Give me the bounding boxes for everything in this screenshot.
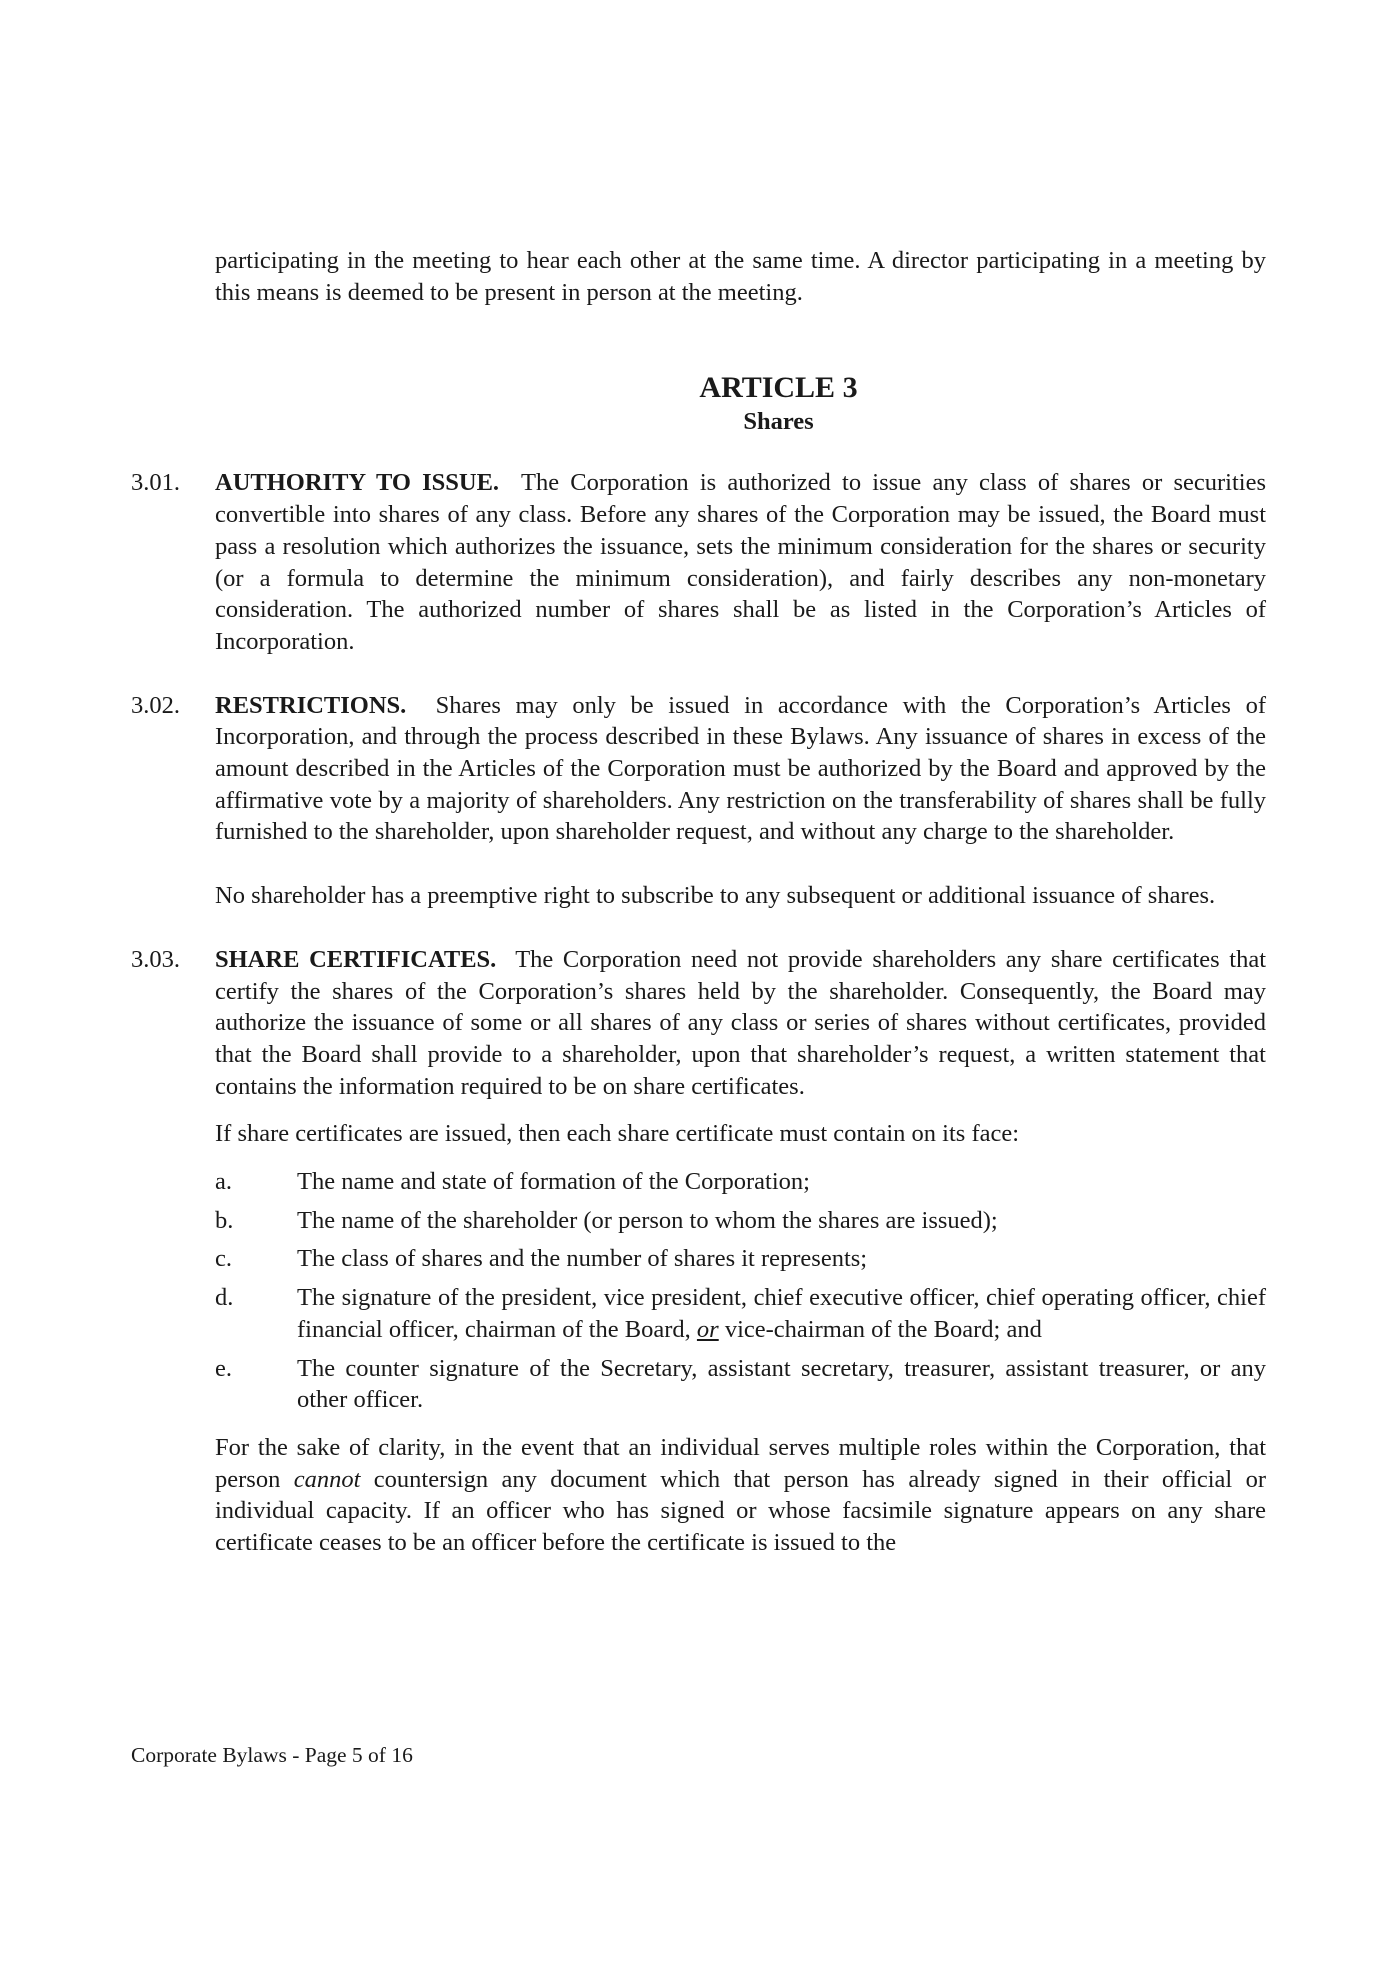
- closing-text-part: For the sake of clarity, in the event that an individual serves multiple roles within the Corporation, that person: [215, 1433, 1266, 1493]
- list-text-part: vice-chairman of the Board; and: [718, 1315, 1042, 1343]
- list-item: [215, 1205, 1266, 1237]
- list-text: The class of shares and the number of shares it represents;: [297, 1245, 868, 1273]
- article-title: ARTICLE 3: [699, 371, 858, 405]
- section-number: 3.02.: [131, 691, 180, 719]
- list-text: The counter signature of the Secretary, assistant secretary, treasurer, assistant treasurer, or any other officer.: [297, 1354, 1266, 1414]
- list-marker: a.: [215, 1168, 232, 1196]
- continuation-paragraph: participating in the meeting to hear each other at the same time. A director participating in a meeting by this means is deemed to be present in person at the meeting.: [215, 247, 1266, 306]
- list-text: [297, 1282, 1266, 1345]
- section-body: [215, 690, 1266, 912]
- list-text: The name and state of formation of the Corporation;: [297, 1168, 810, 1196]
- list-text: The name of the shareholder (or person to whom the shares are issued);: [297, 1206, 998, 1234]
- list-item: [215, 1353, 1266, 1416]
- section-heading: SHARE CERTIFICATES.: [215, 945, 497, 973]
- article-heading: [131, 370, 1266, 437]
- section-number: 3.03.: [131, 945, 180, 973]
- section-paragraph: [215, 944, 1266, 1103]
- section-number: 3.01.: [131, 469, 180, 497]
- list-marker: c.: [215, 1245, 232, 1273]
- section-text: The Corporation need not provide shareholders any share certificates that certify the shares of the Corporation’s shares held by the shareholder. Consequently, the Board may authorize the issuance of some or all shares of any class or series of shares without certificates, provided that the Board shall provide to a shareholder, upon that shareholder’s request, a written statement that contains the information required to be on share certificates.: [215, 945, 1267, 1100]
- page-footer: Corporate Bylaws - Page 5 of 16: [131, 1743, 413, 1767]
- section-heading: RESTRICTIONS.: [215, 691, 407, 719]
- list-marker: e.: [215, 1354, 232, 1382]
- page-content: [131, 245, 1266, 1559]
- section-3-01: [131, 467, 1266, 657]
- emphasized-word: or: [696, 1315, 719, 1343]
- list-intro: If share certificates are issued, then each share certificate must contain on its face:: [215, 1120, 1020, 1148]
- section-text: The Corporation is authorized to issue any class of shares or securities convertible into shares of any class. Before any shares of the Corporation may be issued, the Board must pass a resolution which authorizes the issuance, sets the minimum consideration for the shares or security (or a formula to determine the minimum consideration), and fairly describes any non-monetary consideration. The authorized number of shares shall be as listed in the Corporation’s Articles of Incorporation.: [215, 469, 1266, 655]
- list-item: [215, 1282, 1266, 1345]
- closing-text-part: countersign any document which that person has already signed in their official or individual capacity. If an officer who has signed or whose facsimile signature appears on any share certificate ceases to be an officer before the certificate is issued to the: [215, 1465, 1266, 1557]
- section-heading: AUTHORITY TO ISSUE.: [215, 469, 500, 497]
- section-paragraph-2: No shareholder has a preemptive right to subscribe to any subsequent or additional issuance of shares.: [215, 882, 1216, 910]
- list-text-part: The signature of the president, vice president, chief executive officer, chief operating officer, chief financial officer, chairman of the Board,: [297, 1284, 1266, 1343]
- list-item: [215, 1166, 1266, 1198]
- sections-container: [131, 467, 1266, 1558]
- emphasized-word: cannot: [293, 1465, 361, 1493]
- list-item: [215, 1243, 1266, 1275]
- section-paragraph: [215, 467, 1266, 657]
- closing-paragraph: [215, 1432, 1266, 1559]
- section-text: Shares may only be issued in accordance with the Corporation’s Articles of Incorporation, and through the process described in these Bylaws. Any issuance of shares in excess of the amount described in the Articles of the Corporation must be authorized by the Board and approved by the affirmative vote by a majority of shareholders. Any restriction on the transferability of shares shall be fully furnished to the shareholder, upon shareholder request, and without any charge to the shareholder.: [215, 691, 1266, 846]
- section-body: [215, 467, 1266, 657]
- list-marker: d.: [215, 1284, 234, 1312]
- section-3-02: [131, 690, 1266, 912]
- article-subtitle: Shares: [743, 408, 814, 436]
- section-body: [215, 944, 1266, 1559]
- section-paragraph: [215, 690, 1266, 849]
- certificate-requirements-list: [215, 1166, 1266, 1416]
- section-3-03: [131, 944, 1266, 1559]
- list-marker: b.: [215, 1206, 234, 1234]
